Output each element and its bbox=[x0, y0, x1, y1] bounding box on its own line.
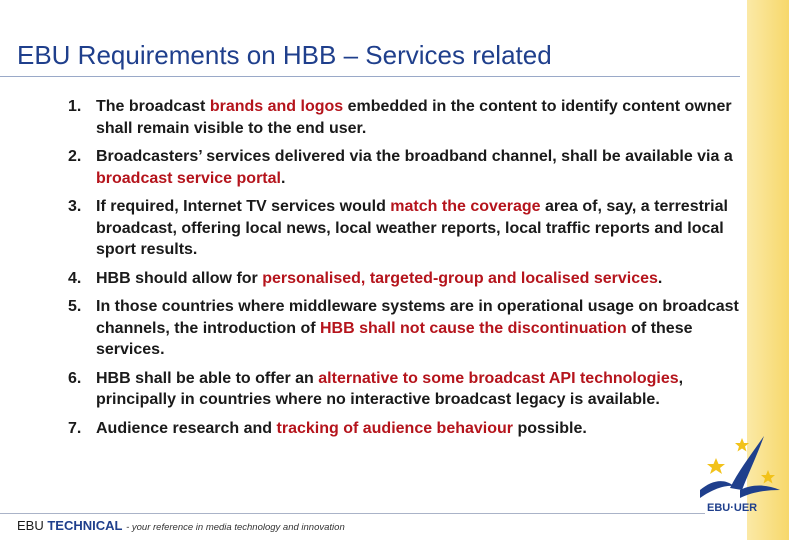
footer-org: EBU bbox=[17, 518, 44, 533]
list-item-text: possible. bbox=[513, 419, 587, 437]
list-item-text: The broadcast bbox=[96, 98, 210, 115]
list-item-text: . bbox=[657, 269, 663, 287]
list-item-text: embedded in the content to identify content owner shall remain visible to the end user. bbox=[96, 98, 732, 137]
highlighted-text: match the coverage bbox=[390, 198, 541, 215]
list-item-text: of these services. bbox=[96, 319, 693, 358]
highlighted-text: personalised, targeted-group and localised services bbox=[262, 269, 658, 287]
logo-swoosh-left bbox=[700, 481, 734, 498]
list-item bbox=[0, 418, 740, 440]
list-item-number: 2. bbox=[68, 148, 82, 165]
highlighted-text: tracking of audience behaviour bbox=[276, 419, 514, 437]
list-item-text: HBB should allow for bbox=[96, 269, 263, 287]
list-item-number: 6. bbox=[68, 369, 82, 387]
list-item-number: 3. bbox=[68, 198, 82, 215]
footer-tagline: - your reference in media technology and innovation bbox=[126, 522, 345, 533]
list-item-text: In those countries where middleware systems are in operational usage on broadcast channels, the introduction of bbox=[96, 298, 739, 337]
title-divider bbox=[0, 76, 740, 77]
list-item-text: . bbox=[280, 169, 286, 187]
highlighted-text: brands and logos bbox=[209, 98, 344, 115]
footer-technical: TECHNICAL bbox=[47, 518, 123, 533]
highlighted-text: HBB shall not cause the discontinuation bbox=[320, 319, 627, 337]
list-item-number: 5. bbox=[68, 298, 82, 315]
list-item bbox=[0, 196, 740, 261]
highlighted-text: alternative to some broadcast API technologies bbox=[318, 369, 679, 387]
highlighted-text: broadcast service portal bbox=[96, 169, 281, 187]
slide-title: EBU Requirements on HBB – Services related bbox=[17, 40, 552, 70]
logo-star-left bbox=[707, 458, 725, 474]
logo-star-right bbox=[761, 470, 775, 484]
list-item bbox=[0, 296, 740, 361]
list-item-text: Broadcasters’ services delivered via the broadband channel, shall be available via a bbox=[96, 148, 733, 165]
logo-swoosh-right bbox=[740, 486, 780, 499]
list-item-number: 4. bbox=[68, 269, 82, 287]
list-item-number: 1. bbox=[68, 98, 82, 115]
list-item bbox=[0, 368, 740, 411]
list-item-text: , principally in countries where no interactive broadcast legacy is available. bbox=[96, 369, 684, 408]
list-item bbox=[0, 146, 740, 189]
footer-divider bbox=[0, 513, 705, 514]
list-item-text: If required, Internet TV services would bbox=[96, 198, 391, 215]
list-item-text: HBB shall be able to offer an bbox=[96, 369, 319, 387]
list-item bbox=[0, 96, 740, 139]
list-item bbox=[0, 268, 740, 290]
list-item-text: Audience research and bbox=[96, 419, 277, 437]
list-item-text: area of, say, a terrestrial broadcast, offering local news, local weather reports, local traffic reports and local sport results. bbox=[96, 198, 728, 258]
logo-star-top bbox=[735, 438, 749, 452]
logo-text: EBU·UER bbox=[707, 502, 758, 514]
footer bbox=[17, 518, 345, 533]
list-item-number: 7. bbox=[68, 419, 82, 437]
requirements-list bbox=[0, 96, 740, 446]
